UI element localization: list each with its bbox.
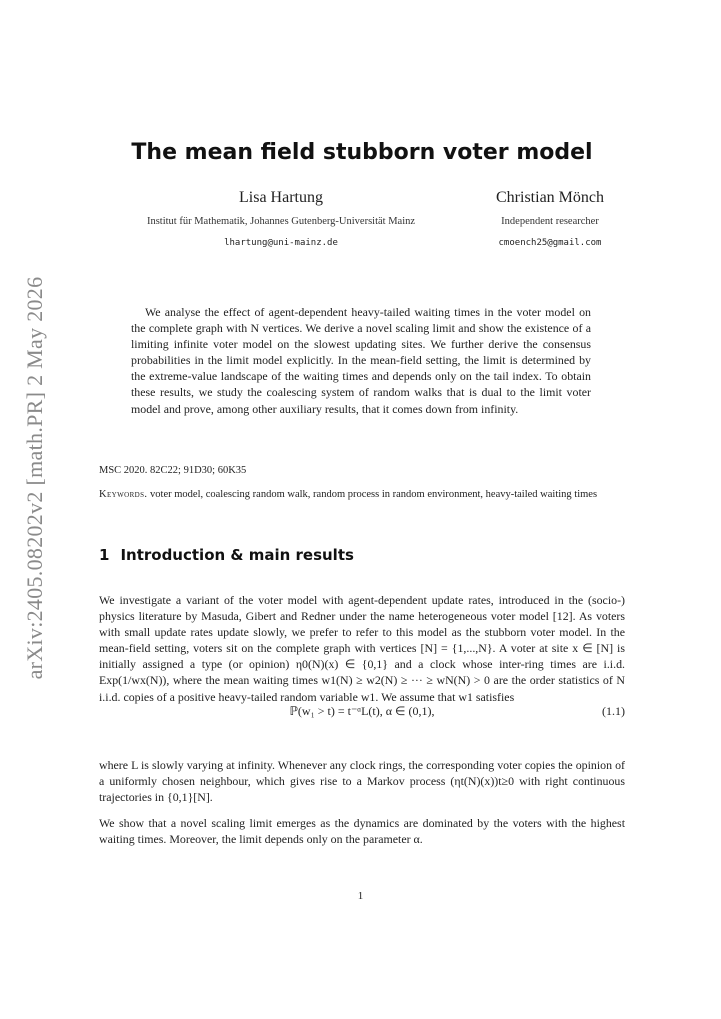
body-paragraph: We investigate a variant of the voter model with agent-dependent update rates, introduced in the (socio-) physics literature by Masuda, Gibert and Redner under the name heterogeneous voter model [12]. As voters with small update rates update slowly, we prefer to refer to this model as the stubborn voter model. In the mean-field setting, voters sit on the complete graph with vertices [N] = {1,...,N}. A voter at site x ∈ [N] is initially assigned a type (or opinion) η0(N)(x) ∈ {0,1} and a clock whose inter-ring times are i.i.d. Exp(1/wx(N)), where the mean waiting times w1(N) ≥ w2(N) ≥ ··· ≥ wN(N) > 0 are the order statistics of N i.i.d. copies of a positive heavy-tailed random variable w1. We assume that w1 satisfies (99, 593, 625, 704)
author-name: Lisa Hartung (239, 189, 323, 206)
author-affiliation: Independent researcher (501, 216, 599, 227)
author-block-2 (476, 188, 624, 250)
msc-classification: MSC 2020. 82C22; 91D30; 60K35 (99, 465, 247, 476)
page-number: 1 (357, 890, 364, 902)
author-block-1 (100, 188, 462, 250)
author-email-link[interactable]: lhartung@uni-mainz.de (224, 238, 338, 248)
paper-title: The mean field stubborn voter model (131, 140, 593, 165)
arxiv-identifier[interactable]: arXiv:2405.08202v2 [math.PR] 2 May 2026 (22, 276, 47, 680)
arxiv-stamp (8, 276, 62, 680)
equation-number: (1.1) (602, 704, 625, 718)
body-paragraph: where L is slowly varying at infinity. Whenever any clock rings, the corresponding voter copies the opinion of a uniformly chosen neighbour, which gives rise to a Markov process (ηt(N)(x))t≥0 with right continuous trajectories in {0,1}[N]. (99, 758, 625, 805)
section-heading (99, 546, 354, 564)
body-paragraph: We show that a novel scaling limit emerges as the dynamics are dominated by the voters with the highest waiting times. Moreover, the limit depends only on the parameter α. (99, 816, 625, 847)
equation-formula: ℙ(w₁ > t) = t⁻ᵅL(t), α ∈ (0,1), (289, 704, 435, 718)
author-email-link[interactable]: cmoench25@gmail.com (498, 238, 602, 248)
section-title: Introduction & main results (120, 546, 354, 564)
keywords-text: voter model, coalescing random walk, random process in random environment, heavy-tailed waiting times (150, 489, 598, 500)
author-name: Christian Mönch (496, 189, 604, 206)
section-number: 1 (99, 546, 110, 564)
keywords (99, 488, 625, 502)
display-equation (99, 704, 625, 722)
author-affiliation: Institut für Mathematik, Johannes Gutenberg-Universität Mainz (146, 216, 416, 227)
abstract: We analyse the effect of agent-dependent heavy-tailed waiting times in the voter model on the complete graph with N vertices. We derive a novel scaling limit and show the existence of a limiting infinite voter model on the slowest updating sites. We further derive the consensus probabilities in the limit model explicitly. In the mean-field setting, the limit is determined by the extreme-value landscape of the waiting times and depends only on the tail index. To obtain these results, we study the coalescing system of random walks that is dual to the limit voter model and prove, among other auxiliary results, that it comes down from infinity. (131, 305, 591, 416)
keywords-label: Keywords. (99, 489, 148, 500)
